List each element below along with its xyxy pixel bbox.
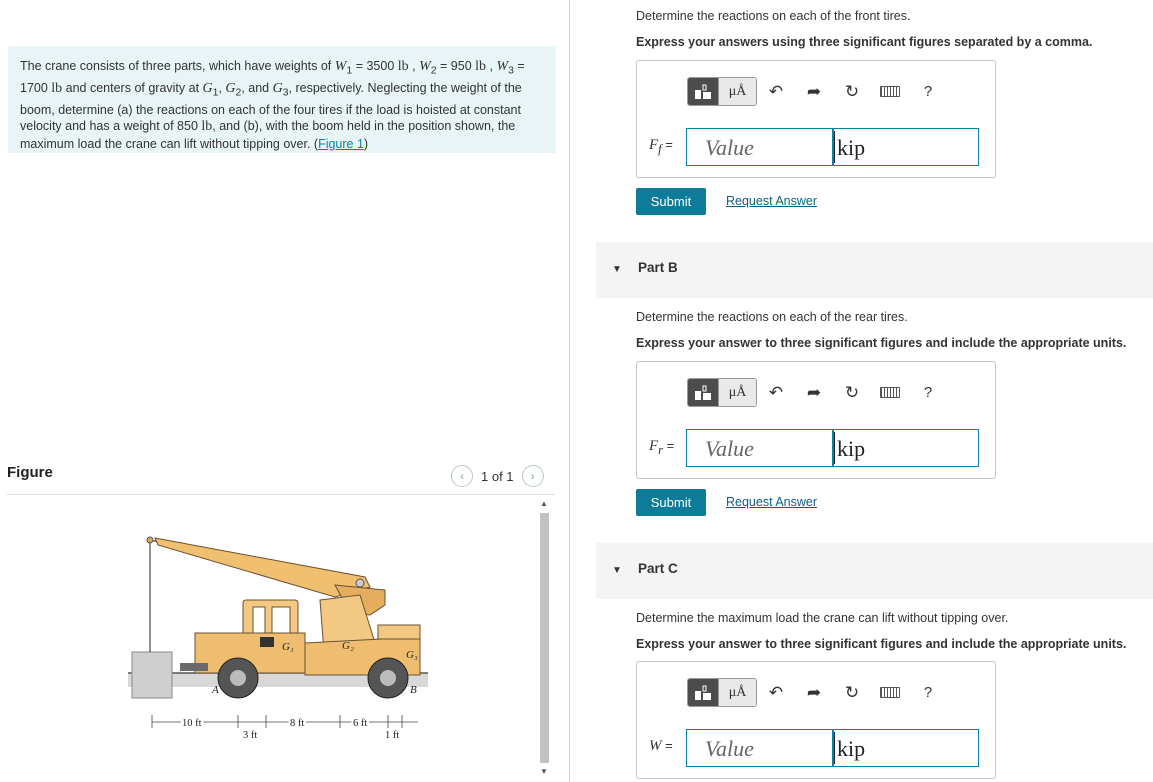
dim-8ft: 8 ft [290,718,305,729]
point-a-label: A [212,684,219,696]
problem-statement: The crane consists of three parts, which have weights of $W_1 = 3500$ lb , $W_2 = 950$ lb , $W_3 = 1700$ lb and centers of gravity at $G_1$, $G_2$, and $G_3$, respectively. Neglecting the weight of the boom, determine (a) the reactions on each of the four tires if the load is hoisted at constant velocity and has a weight of 850 lb, and (b), with the boom held in the position shown, the maximum load the crane can lift without tipping over. (Figure 1) [8,46,556,153]
dim-6ft: 6 ft [353,718,368,729]
figure-link[interactable]: Figure 1 [318,136,364,151]
redo-icon[interactable]: ➦ [806,382,822,402]
part-b-header[interactable] [596,242,1153,298]
part-b-express: Express your answer to three significant figures and include the appropriate units. [636,336,1127,350]
part-b-title: Part B [638,260,678,275]
panel-divider [569,0,570,782]
help-icon[interactable]: ? [923,384,933,401]
part-c-instruction: Determine the maximum load the crane can lift without tipping over. [636,611,1009,625]
help-icon[interactable]: ? [923,684,933,701]
dim-1ft: 1 ft [385,730,400,741]
help-icon[interactable]: ? [923,83,933,100]
scroll-down-icon[interactable]: ▼ [540,767,548,776]
g3-label: G₃ [406,649,418,661]
collapse-triangle-icon: ▼ [612,264,622,275]
reset-icon[interactable]: ↻ [844,682,860,702]
math-toolbar [687,77,947,106]
dim-3ft: 3 ft [243,730,258,741]
dim-10ft: 10 ft [182,718,202,729]
chevron-right-icon: › [530,469,535,483]
lb-unit: lb [51,80,63,96]
keyboard-icon[interactable] [871,679,909,706]
keyboard-icon[interactable] [871,379,909,406]
part-b-submit-button[interactable]: Submit [636,489,706,516]
figure-page-count: 1 of 1 [481,468,514,484]
part-c-title: Part C [638,561,678,576]
scroll-up-icon[interactable]: ▲ [540,499,548,508]
redo-icon[interactable]: ➦ [806,682,822,702]
part-b-request-answer-link[interactable]: Request Answer [726,495,818,509]
units-button[interactable]: μÅ [719,78,756,105]
units-button[interactable]: μÅ [719,379,756,406]
part-c-unit-input[interactable]: kip [833,729,979,767]
load-block [132,652,172,698]
figure-heading: Figure [7,464,53,481]
divider [7,494,555,495]
part-b-unit-input[interactable]: kip [833,429,979,467]
figure-scrollbar[interactable] [537,497,551,782]
part-c-express: Express your answer to three significant figures and include the appropriate units. [636,637,1127,651]
part-a-variable: $F_f$ = [649,137,673,156]
part-a-answer-box [636,60,996,178]
part-a-instruction: Determine the reactions on each of the front tires. [636,9,911,23]
lb-unit: lb [201,119,213,135]
scroll-thumb[interactable] [540,513,549,763]
part-b-value-input[interactable]: Value [686,429,833,467]
part-b-answer-box [636,361,996,479]
lb-unit: lb [475,59,487,74]
template-button[interactable] [688,379,719,406]
part-c-header[interactable] [596,543,1153,599]
undo-icon[interactable]: ↶ [768,81,784,101]
point-b-label: B [410,684,417,696]
g2-label: G₂ [342,640,354,652]
part-b-variable: $F_r$ = [649,438,675,457]
keyboard-icon[interactable] [871,78,909,105]
chevron-left-icon: ‹ [460,469,464,483]
undo-icon[interactable]: ↶ [768,382,784,402]
part-a-unit-input[interactable]: kip [833,128,979,166]
reset-icon[interactable]: ↻ [844,382,860,402]
g1-label: G₁ [282,641,294,653]
reset-icon[interactable]: ↻ [844,81,860,101]
part-a-value-input[interactable]: Value [686,128,833,166]
undo-icon[interactable]: ↶ [768,682,784,702]
math-toolbar [687,678,947,707]
part-c-answer-box [636,661,996,779]
part-c-variable: W = [649,738,673,754]
units-button[interactable]: μÅ [719,679,756,706]
template-button[interactable] [688,679,719,706]
redo-icon[interactable]: ➦ [806,81,822,101]
template-icon [694,685,712,701]
collapse-triangle-icon: ▼ [612,565,622,576]
template-button[interactable] [688,78,719,105]
math-toolbar [687,378,947,407]
prev-figure-button[interactable] [451,465,473,487]
template-icon [694,84,712,100]
part-b-instruction: Determine the reactions on each of the rear tires. [636,310,908,324]
part-a-submit-button[interactable]: Submit [636,188,706,215]
template-icon [694,385,712,401]
figure-pager [451,465,544,487]
part-a-request-answer-link[interactable]: Request Answer [726,194,818,208]
part-c-value-input[interactable]: Value [686,729,833,767]
next-figure-button[interactable] [522,465,544,487]
crane-figure [120,525,430,750]
part-a-express: Express your answers using three significant figures separated by a comma. [636,35,1093,49]
